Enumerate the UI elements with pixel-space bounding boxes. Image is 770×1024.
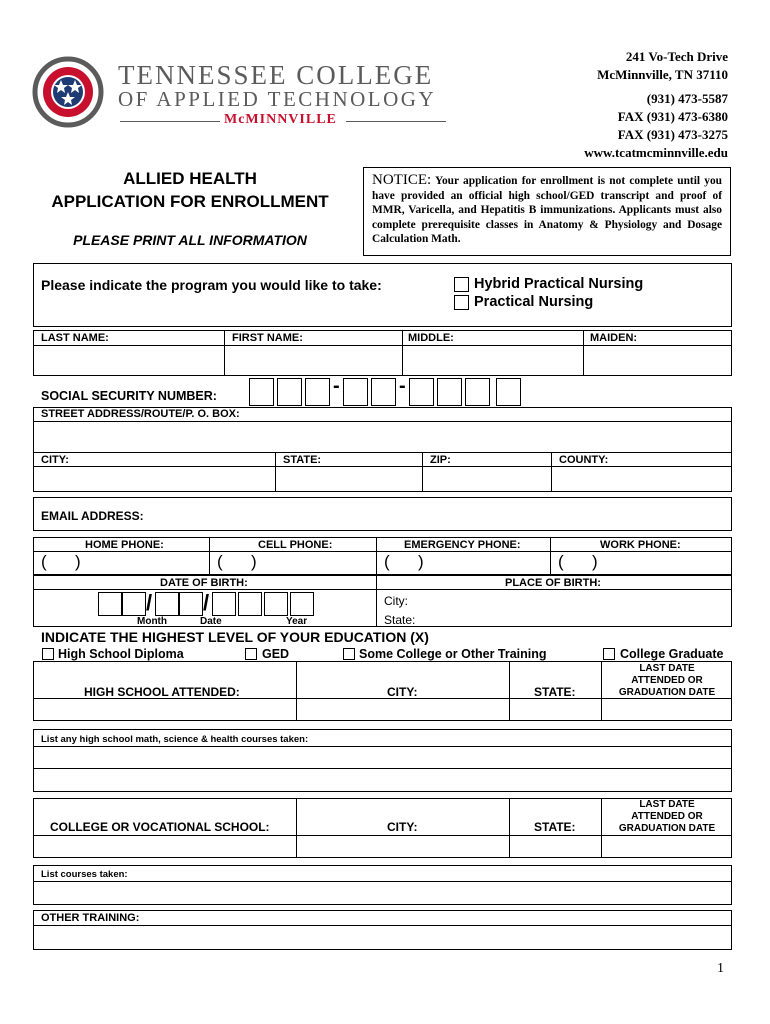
title-line-2: APPLICATION FOR ENROLLMENT	[51, 192, 329, 211]
address-line-2: McMinnville, TN 37110	[597, 67, 728, 82]
program-prompt: Please indicate the program you would like to take:	[41, 277, 382, 293]
some-college-checkbox[interactable]	[343, 648, 355, 660]
education-heading: INDICATE THE HIGHEST LEVEL OF YOUR EDUCATION (X)	[41, 629, 429, 645]
home-area-open: (	[41, 552, 47, 571]
hs-diploma-checkbox[interactable]	[42, 648, 54, 660]
print-note: PLEASE PRINT ALL INFORMATION	[73, 232, 307, 248]
hs-last-date-label: LAST DATE ATTENDED OR GRADUATION DATE	[618, 663, 716, 698]
notice-box	[363, 167, 731, 256]
city-field[interactable]	[34, 467, 274, 491]
hs-city-label: CITY:	[387, 685, 418, 699]
dob-date-2[interactable]	[179, 592, 203, 616]
dob-year-1[interactable]	[212, 592, 236, 616]
hs-name-field[interactable]	[34, 699, 295, 720]
ssn-digit-1[interactable]	[249, 378, 274, 406]
state-label: STATE:	[283, 454, 322, 466]
ssn-digit-9[interactable]	[496, 378, 521, 406]
dob-month-1[interactable]	[98, 592, 122, 616]
logo-line-3: McMINNVILLE	[224, 112, 337, 127]
last-name-field[interactable]	[34, 346, 223, 375]
college-last-date-label: LAST DATE ATTENDED OR GRADUATION DATE	[618, 799, 716, 834]
ssn-digit-8[interactable]	[465, 378, 490, 406]
hs-date-field[interactable]	[602, 699, 731, 720]
cell-phone-label: CELL PHONE:	[258, 539, 333, 551]
cell-phone-field[interactable]	[210, 552, 375, 574]
first-name-field[interactable]	[225, 346, 401, 375]
other-training-label: OTHER TRAINING:	[41, 912, 140, 924]
hybrid-nursing-checkbox[interactable]	[454, 277, 469, 292]
emergency-phone-field[interactable]	[377, 552, 549, 574]
first-name-label: FIRST NAME:	[232, 332, 303, 344]
website[interactable]: www.tcatmcminnville.edu	[584, 145, 728, 160]
ssn-digit-3[interactable]	[305, 378, 330, 406]
hs-state-label: STATE:	[534, 685, 576, 699]
hybrid-nursing-label: Hybrid Practical Nursing	[474, 276, 644, 292]
other-training-field[interactable]	[34, 926, 731, 949]
address-line-1: 241 Vo-Tech Drive	[625, 49, 728, 64]
zip-field[interactable]	[423, 467, 550, 491]
dob-slash-2: /	[203, 590, 210, 615]
dob-month-2[interactable]	[122, 592, 146, 616]
page-number: 1	[717, 961, 724, 976]
birth-state-field[interactable]	[420, 609, 730, 626]
last-name-label: LAST NAME:	[41, 332, 109, 344]
street-address-label: STREET ADDRESS/ROUTE/P. O. BOX:	[41, 408, 240, 420]
dob-year-caption: Year	[286, 616, 308, 627]
college-grad-checkbox[interactable]	[603, 648, 615, 660]
college-courses-label: List courses taken:	[41, 869, 128, 880]
birth-city-field[interactable]	[420, 591, 730, 608]
phone-number: (931) 473-5587	[646, 91, 728, 106]
emergency-area-open: (	[384, 552, 390, 571]
college-logo	[32, 56, 104, 128]
notice-label: NOTICE:	[372, 172, 432, 188]
dob-date-caption: Date	[200, 616, 222, 627]
dob-slash-1: /	[146, 590, 153, 615]
practical-nursing-checkbox[interactable]	[454, 295, 469, 310]
dob-date-1[interactable]	[155, 592, 179, 616]
college-state-field[interactable]	[510, 836, 600, 857]
fax-number-2: FAX (931) 473-3275	[617, 127, 728, 142]
title-line-1: ALLIED HEALTH	[123, 169, 257, 188]
college-courses-field[interactable]	[34, 882, 731, 904]
college-date-field[interactable]	[602, 836, 731, 857]
hs-courses-label: List any high school math, science & health courses taken:	[41, 734, 309, 745]
ssn-label: SOCIAL SECURITY NUMBER:	[41, 389, 217, 403]
ssn-dash-2: -	[399, 375, 406, 397]
home-area-close: )	[75, 552, 81, 571]
hs-city-field[interactable]	[297, 699, 508, 720]
cell-area-close: )	[251, 552, 257, 571]
maiden-name-label: MAIDEN:	[590, 332, 638, 344]
college-city-field[interactable]	[297, 836, 508, 857]
hs-state-field[interactable]	[510, 699, 600, 720]
hs-attended-label: HIGH SCHOOL ATTENDED:	[84, 685, 240, 699]
zip-label: ZIP:	[430, 454, 451, 466]
ged-label: GED	[262, 647, 290, 661]
birth-state-label: State:	[384, 613, 416, 627]
ged-checkbox[interactable]	[245, 648, 257, 660]
ssn-dash-1: -	[333, 375, 340, 397]
fax-number-1: FAX (931) 473-6380	[617, 109, 728, 124]
work-phone-label: WORK PHONE:	[600, 539, 681, 551]
work-phone-field[interactable]	[551, 552, 731, 574]
email-label: EMAIL ADDRESS:	[41, 509, 144, 523]
cell-area-open: (	[217, 552, 223, 571]
contact-block	[584, 48, 728, 162]
hs-courses-line-2[interactable]	[34, 769, 731, 791]
dob-year-2[interactable]	[238, 592, 262, 616]
logo-line-2: OF APPLIED TECHNOLOGY	[118, 87, 437, 111]
county-label: COUNTY:	[559, 454, 609, 466]
work-area-open: (	[558, 552, 564, 571]
notice-text: Your application for enrollment is not complete until you have provided an official high school/GED transcript and proof of MMR, Varicella, and Hepatitis B immunizations. Applicants must also complete prerequisite classes in Anatomy & Physiology and Dosage Calculation Math.	[372, 175, 722, 246]
dob-year-3[interactable]	[264, 592, 288, 616]
county-field[interactable]	[552, 467, 731, 491]
college-name-field[interactable]	[34, 836, 295, 857]
dob-label: DATE OF BIRTH:	[160, 577, 248, 589]
hs-diploma-label: High School Diploma	[58, 647, 184, 661]
home-phone-field[interactable]	[34, 552, 208, 574]
logo-line-1: TENNESSEE COLLEGE	[118, 60, 434, 90]
work-area-close: )	[592, 552, 598, 571]
ssn-digit-5[interactable]	[371, 378, 396, 406]
college-state-label: STATE:	[534, 820, 576, 834]
dob-year-4[interactable]	[290, 592, 314, 616]
dob-month-caption: Month	[137, 616, 167, 627]
street-address-field[interactable]	[34, 422, 731, 451]
city-label: CITY:	[41, 454, 69, 466]
middle-name-label: MIDDLE:	[408, 332, 454, 344]
form-title	[30, 167, 350, 213]
place-of-birth-label: PLACE OF BIRTH:	[505, 577, 601, 589]
some-college-label: Some College or Other Training	[359, 647, 547, 661]
ssn-digit-2[interactable]	[277, 378, 302, 406]
middle-name-field[interactable]	[403, 346, 582, 375]
college-grad-label: College Graduate	[620, 647, 724, 661]
ssn-digit-4[interactable]	[343, 378, 368, 406]
ssn-digit-6[interactable]	[409, 378, 434, 406]
emergency-area-close: )	[418, 552, 424, 571]
ssn-digit-7[interactable]	[437, 378, 462, 406]
college-city-label: CITY:	[387, 820, 418, 834]
college-school-label: COLLEGE OR VOCATIONAL SCHOOL:	[50, 820, 270, 834]
home-phone-label: HOME PHONE:	[85, 539, 164, 551]
state-field[interactable]	[276, 467, 421, 491]
maiden-name-field[interactable]	[584, 346, 731, 375]
practical-nursing-label: Practical Nursing	[474, 294, 594, 310]
emergency-phone-label: EMERGENCY PHONE:	[404, 539, 521, 551]
birth-city-label: City:	[384, 594, 408, 608]
hs-courses-line-1[interactable]	[34, 747, 731, 767]
